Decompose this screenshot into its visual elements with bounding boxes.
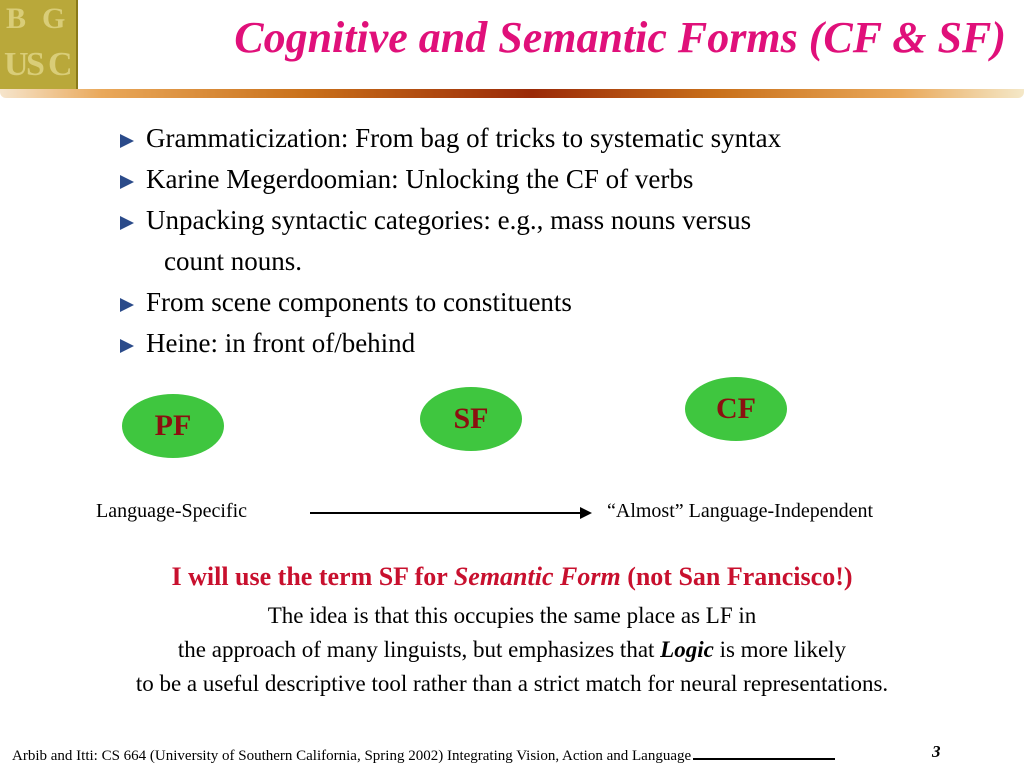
pf-oval: PF xyxy=(122,394,224,458)
language-independent-label: “Almost” Language-Independent xyxy=(607,500,874,522)
cf-oval: CF xyxy=(685,377,787,441)
title-divider xyxy=(0,89,1024,98)
footer-rule xyxy=(693,744,835,760)
highlight-suffix: (not San Francisco!) xyxy=(620,562,853,591)
page-number: 3 xyxy=(932,742,941,761)
bullet-text: Unpacking syntactic categories: e.g., mass nouns versus xyxy=(146,205,752,235)
line2-prefix: the approach of many linguists, but emphasizes that xyxy=(177,637,661,662)
highlight-prefix: I will use the term SF for xyxy=(171,562,454,591)
bullet-arrow-icon xyxy=(120,298,134,312)
bullet-list xyxy=(118,118,781,364)
footer-text: Arbib and Itti: CS 664 (University of Southern California, Spring 2002) Integrating Vision, Action and Language xyxy=(12,748,692,764)
language-specific-label: Language-Specific xyxy=(96,500,248,522)
bullet-item xyxy=(118,159,781,200)
bullet-text: Grammaticization: From bag of tricks to systematic syntax xyxy=(146,123,782,153)
bullet-text: From scene components to constituents xyxy=(146,287,572,317)
logo-glyph: G xyxy=(42,2,66,35)
explanation-line-2 xyxy=(0,637,1024,663)
bullet-text: Heine: in front of/behind xyxy=(146,328,416,358)
highlight-emphasis: Semantic Form xyxy=(453,562,621,591)
arrow-head-icon xyxy=(580,507,592,519)
bullet-text: Karine Megerdoomian: Unlocking the CF of verbs xyxy=(146,164,694,194)
logo-glyph: S xyxy=(26,46,45,83)
bullet-item xyxy=(118,282,781,323)
slide-title: Cognitive and Semantic Forms (CF & SF) xyxy=(234,13,1006,62)
bullet-arrow-icon xyxy=(120,175,134,189)
logo-glyph: C xyxy=(48,46,73,83)
explanation-line-1: The idea is that this occupies the same place as LF in xyxy=(267,603,757,628)
explanation-line-3: to be a useful descriptive tool rather than a strict match for neural representations. xyxy=(135,671,889,696)
line2-suffix: is more likely xyxy=(713,637,847,662)
bullet-arrow-icon xyxy=(120,339,134,353)
highlight-statement xyxy=(0,562,1024,592)
slide-footer xyxy=(12,744,835,765)
continuum-arrow-line xyxy=(310,512,582,514)
logo-glyph: B xyxy=(6,2,27,35)
sf-oval: SF xyxy=(420,387,522,451)
bullet-item xyxy=(118,323,781,364)
bullet-continuation: count nouns. xyxy=(164,246,302,276)
bullet-arrow-icon xyxy=(120,134,134,148)
logo-glyph: U xyxy=(4,46,29,83)
bullet-item xyxy=(118,118,781,159)
logic-emphasis: Logic xyxy=(660,637,714,662)
bullet-arrow-icon xyxy=(120,216,134,230)
bullet-item xyxy=(118,200,781,282)
